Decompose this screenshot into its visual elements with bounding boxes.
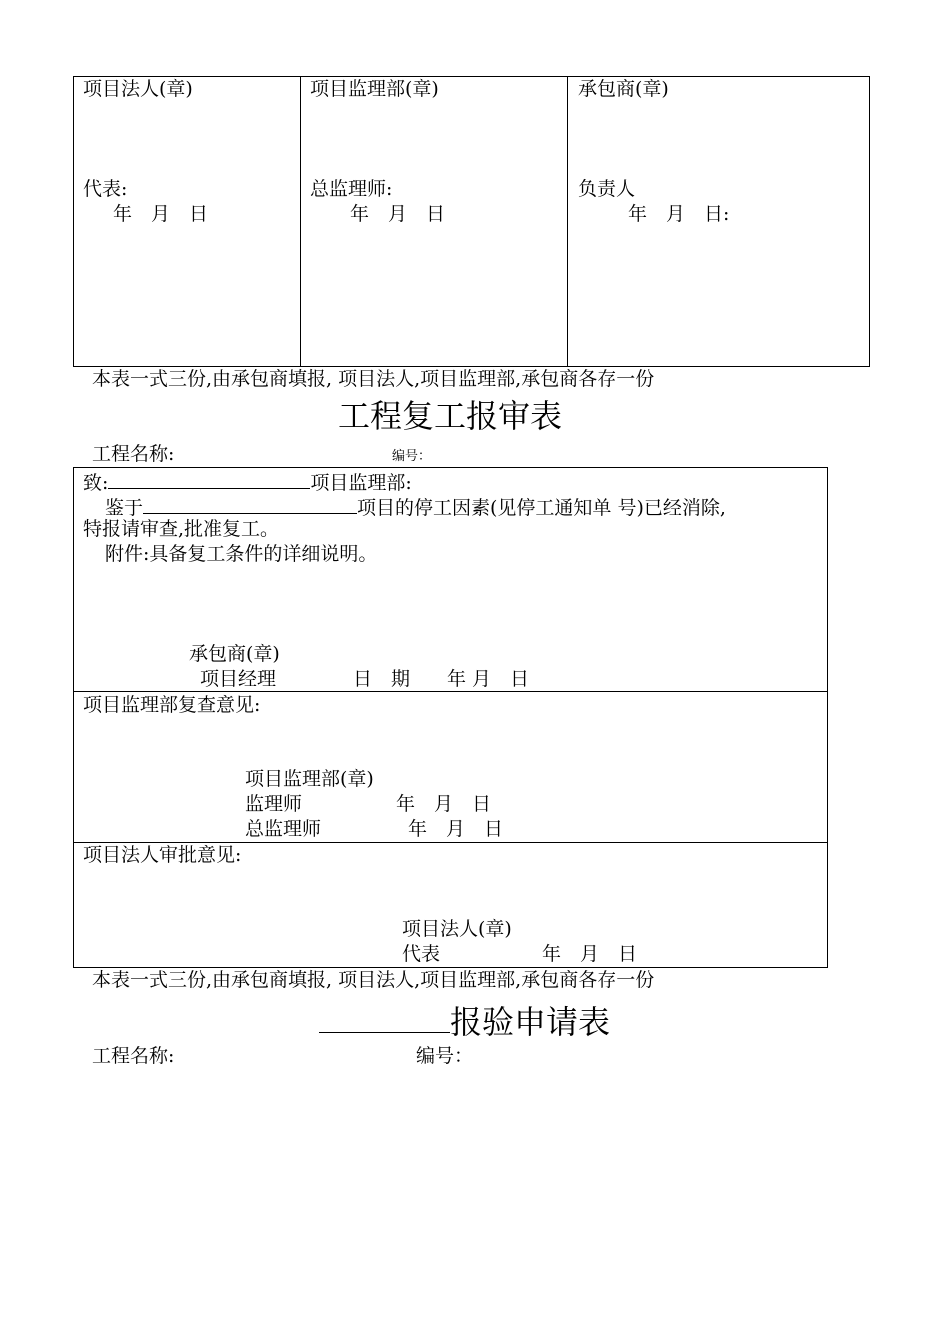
attachment-text: 附件:具备复工条件的详细说明。 — [105, 543, 378, 565]
contractor-date-value: 年 月 日 — [447, 668, 530, 690]
inspection-form-title — [319, 1002, 611, 1041]
inspection-project-name-label: 工程名称: — [92, 1045, 175, 1067]
whereas-suffix: 项目的停工因素(见停工通知单 号)已经消除, — [357, 497, 726, 519]
resume-number-label: 编号： — [392, 449, 432, 464]
supervision-seal-header: 项目监理部(章) — [310, 78, 439, 100]
inspection-number-label: 编号： — [416, 1045, 474, 1067]
supervision-review-heading: 项目监理部复查意见: — [83, 694, 261, 716]
resume-form-row-divider-1 — [73, 691, 828, 692]
resume-project-name-label: 工程名称: — [92, 443, 175, 465]
contractor-date: 年 月 日: — [628, 203, 730, 225]
owner-rep-label: 代表: — [83, 178, 128, 200]
signature-table-divider-2 — [567, 76, 568, 367]
owner-representative-label: 代表 — [402, 943, 441, 965]
owner-approval-date: 年 月 日 — [542, 943, 638, 965]
resume-form-title: 工程复工报审表 — [338, 397, 563, 435]
supervision-date: 年 月 日 — [350, 203, 446, 225]
request-approval-text: 特报请审查,批准复工。 — [83, 518, 280, 540]
resume-form-row-divider-2 — [73, 842, 828, 843]
chief-supervisor-date: 年 月 日 — [408, 818, 504, 840]
owner-date: 年 月 日 — [113, 203, 209, 225]
inspection-title-blank[interactable] — [319, 1002, 450, 1033]
supervisor-date: 年 月 日 — [396, 793, 492, 815]
to-prefix: 致: — [83, 472, 109, 494]
contractor-seal-header: 承包商(章) — [578, 78, 669, 100]
owner-seal-header: 项目法人(章) — [83, 78, 193, 100]
signature-table-divider-1 — [300, 76, 301, 367]
date-label: 日 期 — [353, 668, 411, 690]
chief-supervisor-review-label: 总监理师 — [245, 818, 322, 840]
supervision-seal-label: 项目监理部(章) — [245, 768, 374, 790]
resume-statement-line — [105, 495, 726, 518]
addressee-blank[interactable] — [108, 470, 310, 489]
owner-approval-heading: 项目法人审批意见: — [83, 844, 242, 866]
project-manager-label: 项目经理 — [200, 668, 277, 690]
project-blank[interactable] — [143, 495, 357, 514]
inspection-title-text: 报验申请表 — [450, 1003, 611, 1041]
addressee-line — [83, 470, 412, 493]
contractor-seal-label: 承包商(章) — [189, 643, 280, 665]
copies-note-2: 本表一式三份,由承包商填报, 项目法人,项目监理部,承包商各存一份 — [92, 969, 655, 991]
whereas-prefix: 鉴于 — [105, 497, 144, 519]
copies-note-1: 本表一式三份,由承包商填报, 项目法人,项目监理部,承包商各存一份 — [92, 368, 655, 390]
contractor-responsible-label: 负责人 — [578, 178, 636, 200]
to-suffix: 项目监理部: — [310, 472, 412, 494]
supervisor-label: 监理师 — [245, 793, 303, 815]
owner-seal-label: 项目法人(章) — [402, 918, 512, 940]
chief-supervisor-label: 总监理师: — [310, 178, 393, 200]
